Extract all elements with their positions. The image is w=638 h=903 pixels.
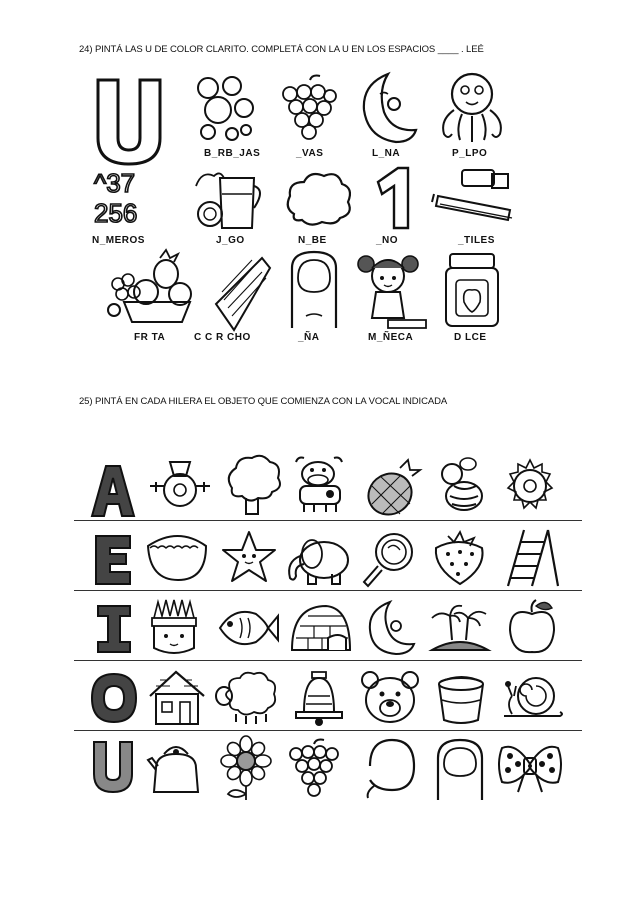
word-pulpo: P_LPO (452, 148, 488, 159)
octopus-icon (436, 70, 508, 146)
svg-text:256: 256 (94, 198, 138, 228)
house-icon (146, 668, 208, 728)
bucket-icon (432, 668, 490, 726)
sunflower-icon (214, 736, 272, 802)
bow-icon (496, 738, 564, 796)
word-utiles: _TILES (458, 235, 495, 246)
grapes-icon (276, 74, 340, 146)
word-luna: L_NA (372, 148, 401, 159)
star-icon (220, 528, 278, 586)
indian-girl-icon (144, 598, 204, 658)
fingernail-icon (286, 248, 342, 332)
sheep-icon (214, 670, 280, 726)
fingernail-icon (432, 736, 488, 802)
word-numeros: N_MEROS (92, 235, 145, 246)
empanada-icon (144, 530, 210, 584)
pineapple-icon (360, 458, 422, 518)
elephant-icon (284, 528, 354, 588)
jam-jar-icon (442, 252, 502, 330)
spoon-icon (212, 254, 272, 334)
word-cucurucho: C C R CHO (194, 332, 251, 343)
exercise-25 (64, 446, 584, 806)
ladder-icon (504, 528, 560, 588)
instruction-24: 24) PINTÁ LAS U DE COLOR CLARITO. COMPLETÁ CON LA U EN LOS ESPACIOS ____ . LEÉ (79, 44, 484, 55)
word-jugo: J_GO (216, 235, 245, 246)
doll-icon (348, 248, 428, 332)
row-separator (74, 730, 582, 731)
vowel-e (92, 532, 134, 586)
svg-text:^37: ^37 (94, 168, 136, 198)
word-muneca: M_ÑECA (368, 332, 414, 343)
numbers-icon (92, 168, 170, 226)
vowel-o (90, 670, 138, 726)
instruction-25: 25) PINTÁ EN CADA HILERA EL OBJETO QUE COMIENZA CON LA VOCAL INDICADA (79, 396, 448, 407)
snail-icon (500, 668, 564, 726)
one-icon (368, 164, 420, 234)
one-icon (362, 736, 420, 800)
big-letter-u (94, 76, 164, 168)
cow-icon (286, 454, 352, 516)
apple-icon (504, 598, 560, 658)
bee-icon (430, 456, 488, 516)
fruit-basket-icon (104, 250, 196, 326)
word-fruta: FR TA (134, 332, 166, 343)
row-separator (74, 660, 582, 661)
tree-icon (222, 454, 280, 516)
school-supplies-icon (432, 166, 520, 228)
sun-icon (500, 456, 560, 516)
bell-icon (292, 666, 346, 728)
moon-icon (364, 598, 418, 658)
strawberry-icon (430, 528, 488, 588)
airplane-icon (148, 456, 210, 514)
grapes-icon (284, 738, 344, 800)
word-uvas: _VAS (296, 148, 324, 159)
word-una: _ÑA (298, 332, 320, 343)
cloud-icon (282, 170, 354, 228)
bubbles-icon (194, 74, 258, 146)
word-uno: _NO (376, 235, 399, 246)
igloo-icon (288, 602, 354, 654)
exercise-24 (86, 62, 526, 352)
juice-icon (188, 164, 268, 232)
fish-icon (214, 602, 280, 654)
island-icon (428, 600, 492, 658)
word-dulce: D LCE (454, 332, 487, 343)
word-burbujas: B_RB_JAS (204, 148, 261, 159)
vowel-u (90, 738, 136, 794)
vowel-a (88, 462, 136, 518)
kettle-icon (146, 740, 206, 798)
moon-icon (358, 70, 418, 146)
row-separator (74, 520, 582, 521)
mirror-icon (360, 530, 418, 588)
bear-icon (358, 668, 422, 726)
row-separator (74, 590, 582, 591)
vowel-i (94, 602, 134, 656)
word-nube: N_BE (298, 235, 327, 246)
